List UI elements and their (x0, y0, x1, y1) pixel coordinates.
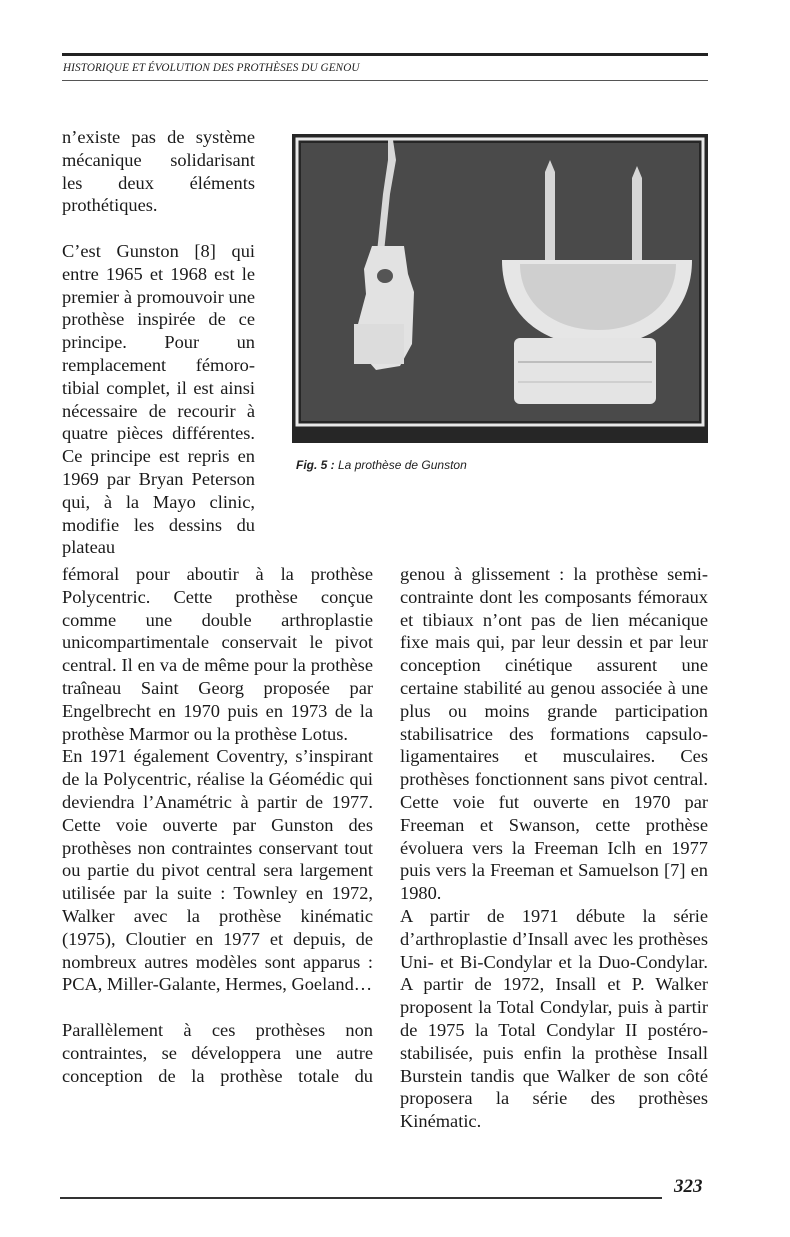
footer-rule (60, 1197, 662, 1199)
header-rule-thin (62, 80, 708, 81)
paragraph: Parallèlement à ces prothèses non contraintes, se développera une autre conception de la prothèse totale du (62, 1019, 373, 1086)
figure-caption-text: La prothèse de Gunston (334, 458, 467, 472)
prosthesis-photo (292, 134, 708, 443)
header-rule-thick (62, 53, 708, 56)
right-column (400, 563, 708, 1133)
left-column (62, 563, 373, 1087)
paragraph: fémoral pour aboutir à la prothèse Polycentric. Cette prothèse conçue comme une double arthroplastie unicompartimentale conservait le pivot central. Il en va de même pour la prothèse traîneau Saint Georg proposée par Engelbrecht en 1970 puis en 1973 de la prothèse Marmor ou la prothèse Lotus. (62, 564, 373, 744)
paragraph: C’est Gunston [8] qui entre 1965 et 1968 est le premier à promouvoir une prothèse inspirée de ce principe. Pour un remplacement fémoro-tibial complet, il est ainsi nécessaire de recourir à quatre pièces différentes. Ce principe est repris en 1969 par Bryan Peterson qui, à la Mayo clinic, modifie les dessins du plateau (62, 240, 255, 558)
paragraph: En 1971 également Coventry, s’inspirant de la Polycentric, réalise la Géomédic qui deviendra l’Anamétric à partir de 1977. Cette voie ouverte par Gunston des prothèses non contraintes conservant tout ou partie du pivot central sera largement utilisée par la suite : Townley en 1972, Walker avec la prothèse kinématic (1975), Cloutier en 1977 et depuis, de nombreux autres modèles sont apparus : PCA, Miller-Galante, Hermes, Goeland… (62, 746, 373, 995)
figure-image (292, 134, 708, 443)
paragraph: genou à glissement : la prothèse semi-contrainte dont les composants fémoraux et tibiaux n’ont pas de lien mécanique fixe mais qui, par leur dessin et par leur conception cinétique assurent une certaine stabilité au genou associée à une plus ou moins grande participation stabilisatrice des formations capsulo-ligamentaires et musculaires. Ces prothèses fonctionnent sans pivot central. Cette voie fut ouverte en 1970 par Freeman et Swanson, cette prothèse évoluera vers la Freeman Iclh en 1977 puis vers la Freeman et Samuelson [7] en 1980. (400, 564, 708, 904)
paragraph: A partir de 1971 débute la série d’arthroplastie d’Insall avec les prothèses Uni- et Bi-Condylar et la Duo-Condylar. A partir de 1972, Insall et P. Walker proposent la Total Condylar, puis à partir de 1975 la Total Condylar II postéro-stabilisée, puis enfin la prothèse Insall Burstein tandis que Walker de son côté proposera la série des prothèses Kinématic. (400, 905, 708, 1132)
figure-caption (296, 458, 467, 472)
figure-label: Fig. 5 : (296, 458, 335, 472)
paragraph: n’existe pas de système mécanique solidarisant les deux éléments prothétiques. (62, 127, 255, 216)
running-title: HISTORIQUE ET ÉVOLUTION DES PROTHÈSES DU GENOU (63, 62, 360, 74)
left-column-narrow (62, 126, 255, 559)
page-number: 323 (674, 1176, 703, 1197)
